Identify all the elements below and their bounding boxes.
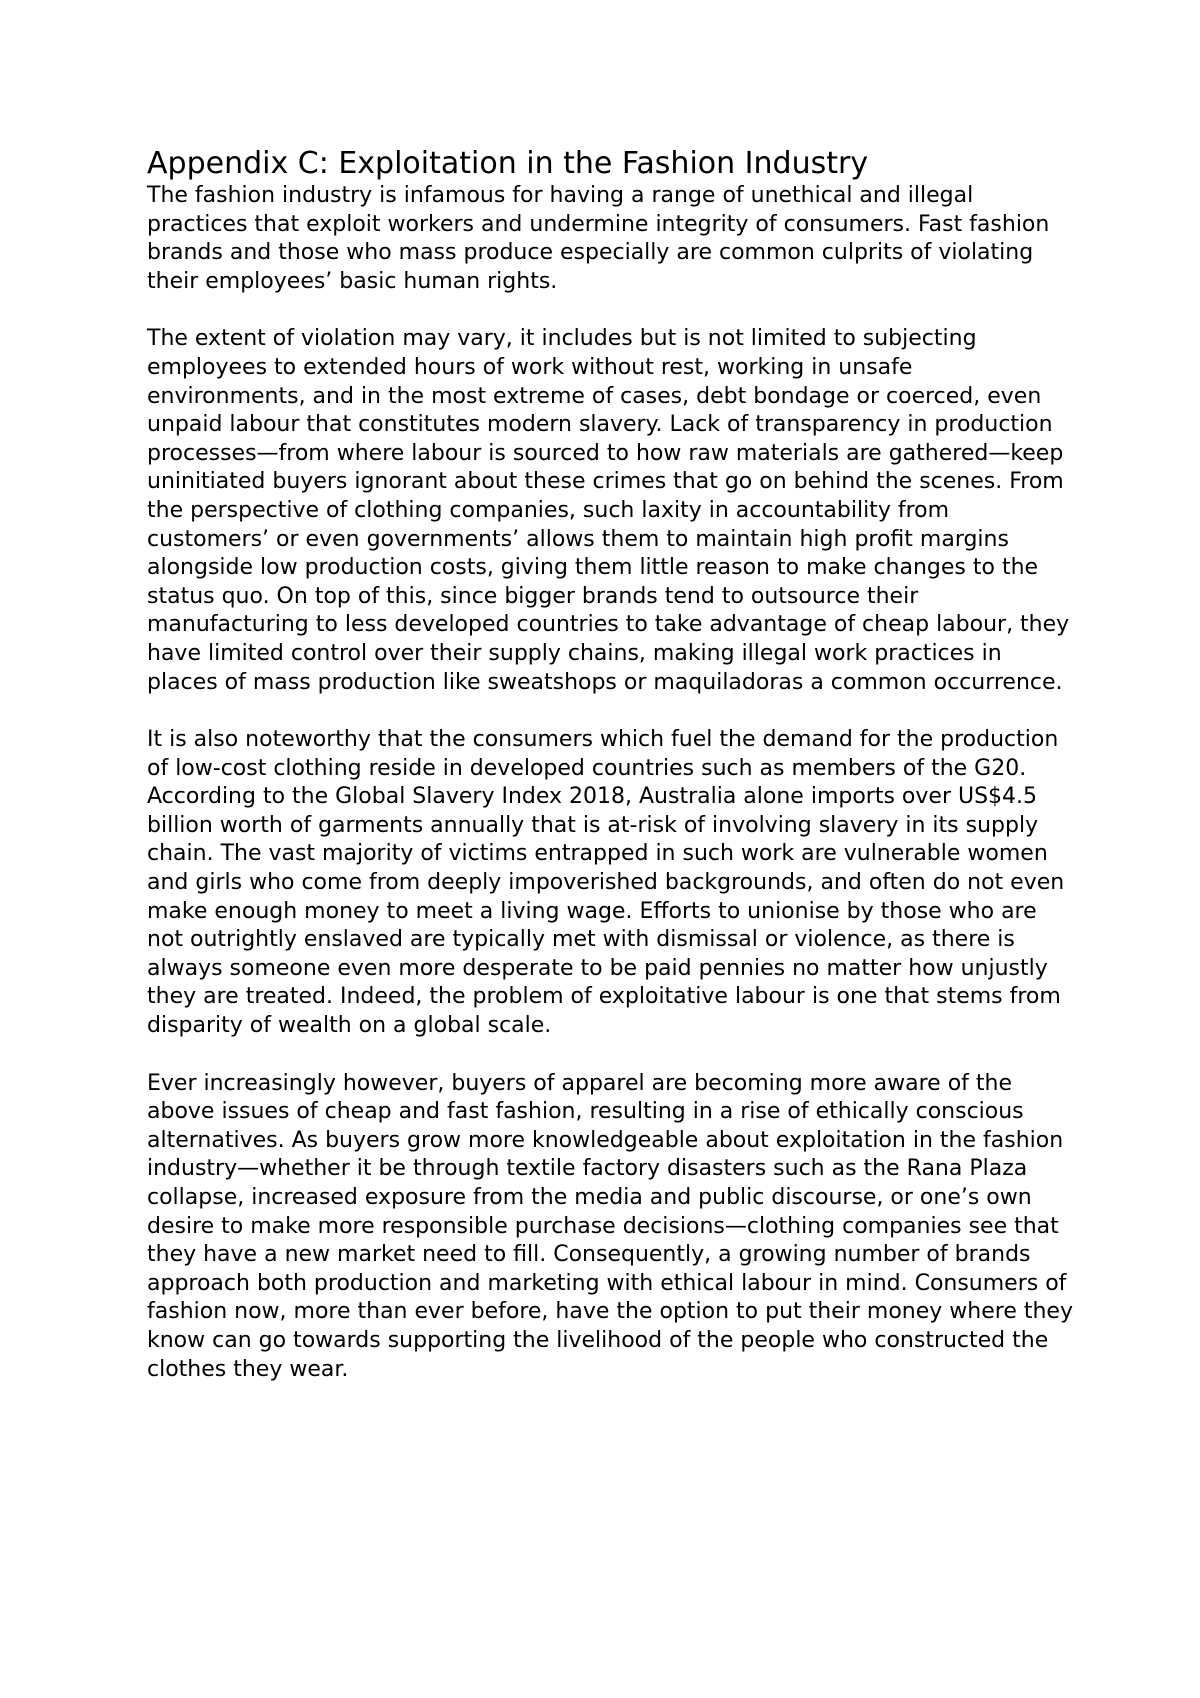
paragraph-4: Ever increasingly however, buyers of apparel are becoming more aware of the above issues of cheap and fast fashion, resulting in a rise of ethically conscious alternatives. As buyers grow more knowledgeable about exploitation in the fashion industry—whether it be through textile factory disasters such as the Rana Plaza collapse, increased exposure from the media and public discourse, or one’s own desire to make more responsible purchase decisions—clothing companies see that they have a new market need to fill. Consequently, a growing number of brands approach both production and marketing with ethical labour in mind. Consumers of fashion now, more than ever before, have the option to put their money where they know can go towards supporting the livelihood of the people who constructed the clothes they wear. — [147, 1070, 1073, 1382]
paragraph-3: It is also noteworthy that the consumers which fuel the demand for the production of low-cost clothing reside in developed countries such as members of the G20. According to the Global Slavery Index 2018, Australia alone imports over US$4.5 billion worth of garments annually that is at-risk of involving slavery in its supply chain. The vast majority of victims entrapped in such work are vulnerable women and girls who come from deeply impoverished backgrounds, and often do not even make enough money to meet a living wage. Efforts to unionise by those who are not outrightly enslaved are typically met with dismissal or violence, as there is always someone even more desperate to be paid pennies no matter how unjustly they are treated. Indeed, the problem of exploitative labour is one that stems from disparity of wealth on a global scale. — [147, 727, 1065, 1039]
document-body — [147, 146, 1077, 1413]
page-title: Appendix C: Exploitation in the Fashion Industry — [147, 146, 869, 181]
paragraph-2: The extent of violation may vary, it includes but is not limited to subjecting employees to extended hours of work without rest, working in unsafe environments, and in the most extreme of cases, debt bondage or coerced, even unpaid labour that constitutes modern slavery. Lack of transparency in production processes—from where labour is sourced to how raw materials are gathered—keep uninitiated buyers ignorant about these crimes that go on behind the scenes. From the perspective of clothing companies, such laxity in accountability from customers’ or even governments’ allows them to maintain high profit margins alongside low production costs, giving them little reason to make changes to the status quo. On top of this, since bigger brands tend to outsource their manufacturing to less developed countries to take advantage of cheap labour, they have limited control over their supply chains, making illegal work practices in places of mass production like sweatshops or maquiladoras a common occurrence. — [147, 326, 1070, 695]
paragraph-1: The fashion industry is infamous for having a range of unethical and illegal practices that exploit workers and undermine integrity of consumers. Fast fashion brands and those who mass produce especially are common culprits of violating their employees’ basic human rights. — [147, 183, 1050, 294]
